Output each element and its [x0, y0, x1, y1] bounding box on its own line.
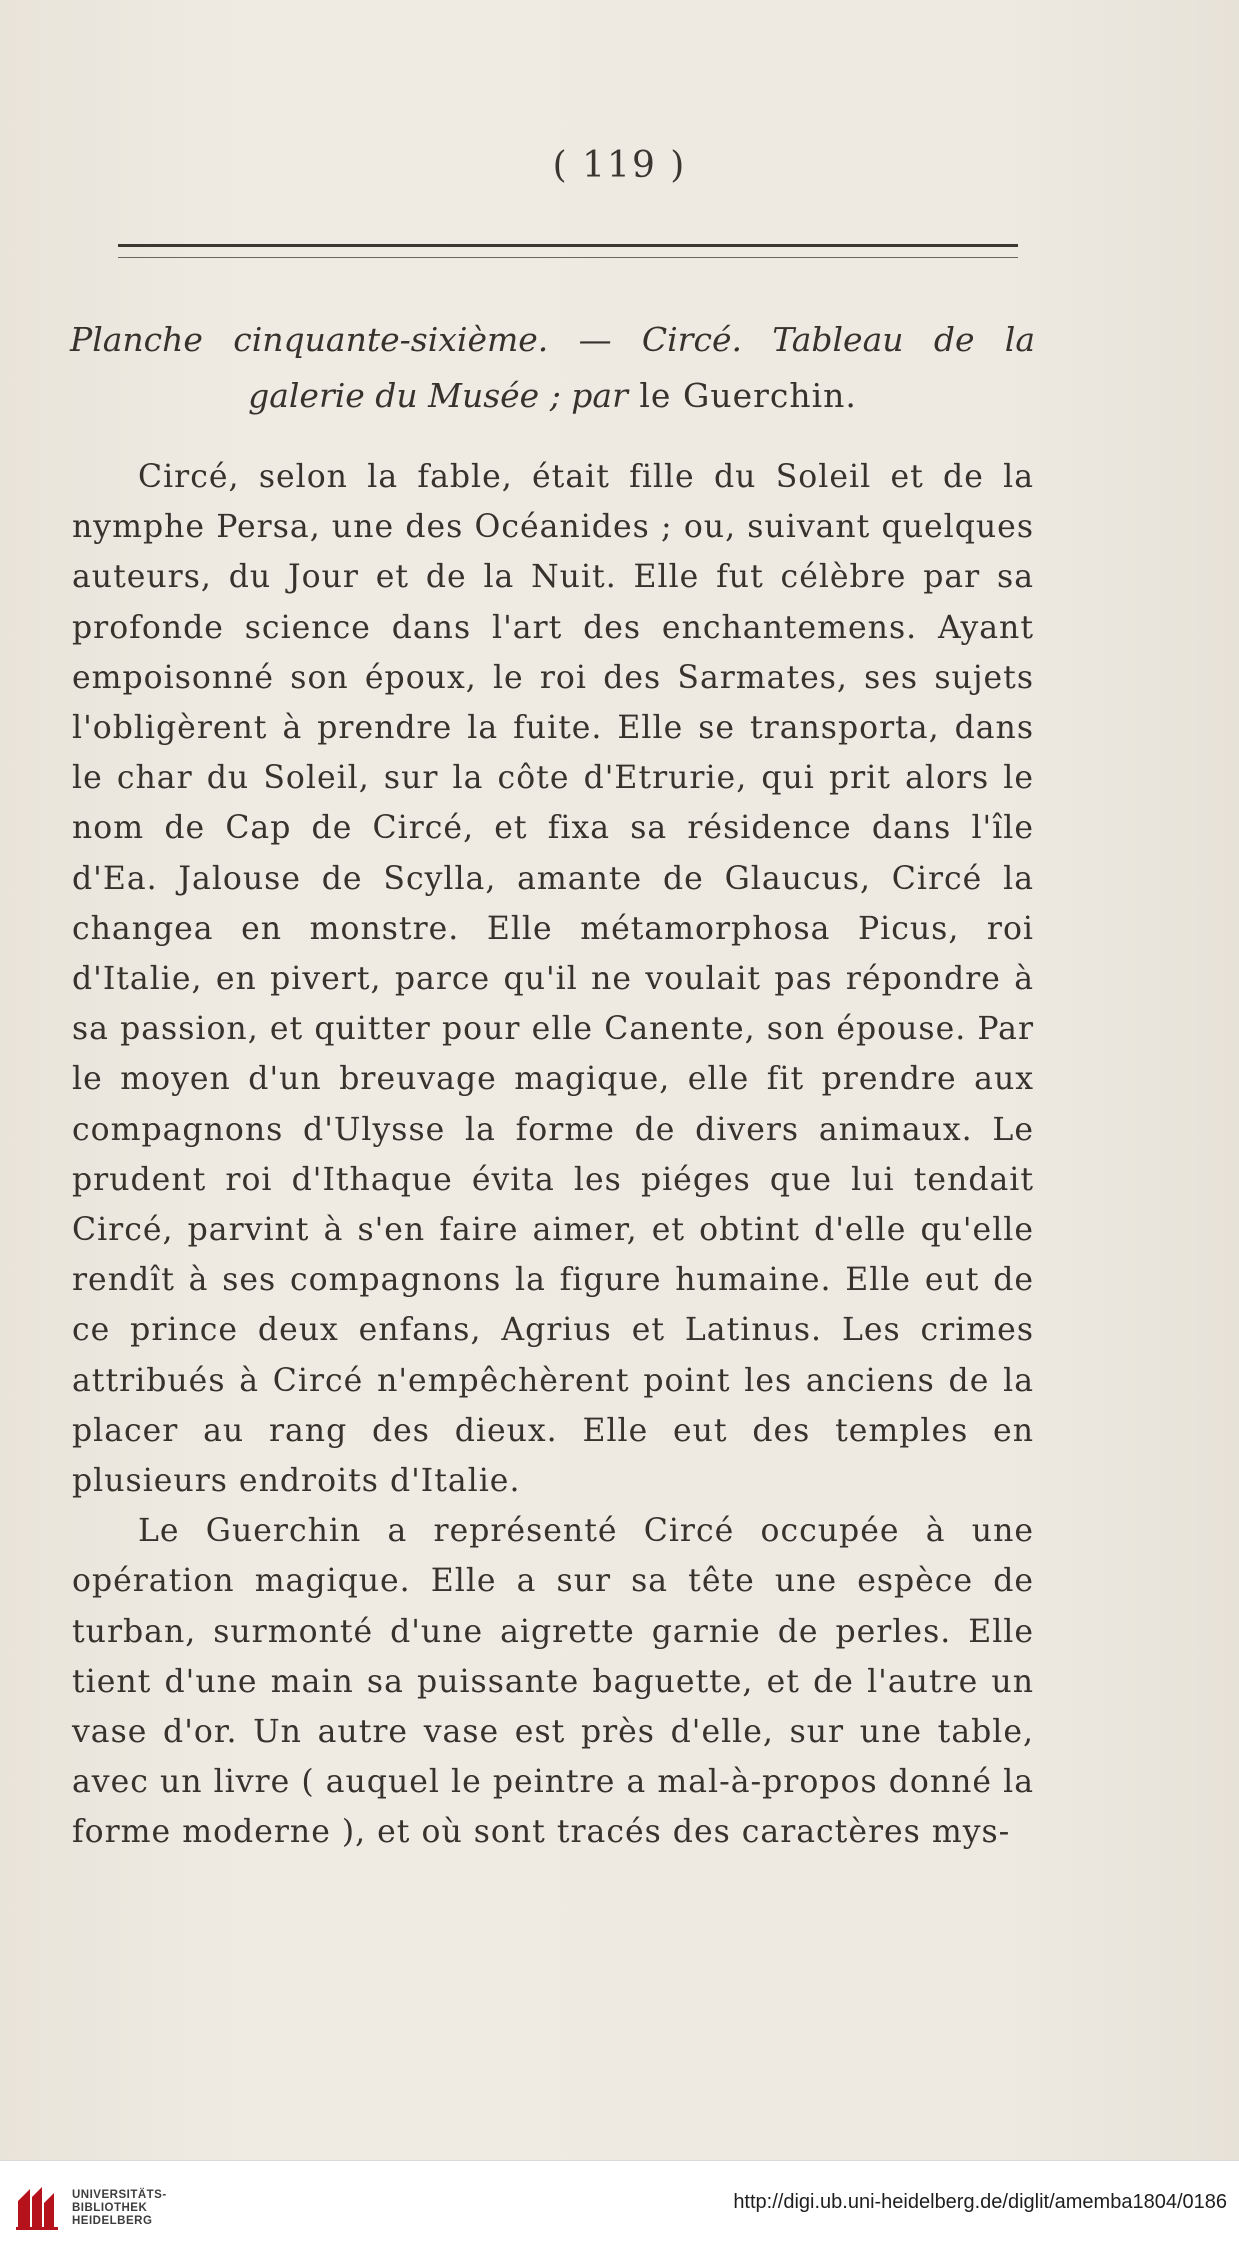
plate-heading	[70, 312, 1035, 424]
university-library-logo-icon	[14, 2183, 62, 2231]
logo-text	[72, 2189, 167, 2228]
footer-bar	[0, 2160, 1239, 2253]
heading-line-2	[70, 368, 1035, 424]
header-rule-thin	[118, 257, 1018, 258]
page-number: ( 119 )	[552, 145, 687, 186]
logo-text-line-3: HEIDELBERG	[72, 2215, 153, 2227]
body-text	[72, 452, 1034, 1858]
paragraph-2: Le Guerchin a représenté Circé occupée à une opération magique. Elle a sur sa tête une espèce de turban, surmonté d'une aigrette garnie de perles. Elle tient d'une main sa puissante baguette, et de l'autre un vase d'or. Un autre vase est près d'elle, sur une table, avec un livre ( auquel le peintre a mal-à-propos donné la forme moderne ), et où sont tracés des caractères mys-	[72, 1513, 1034, 1851]
header-rule-thick	[118, 244, 1018, 247]
heading-line-1: Planche cinquante-sixième. — Circé. Tableau de la	[70, 320, 1035, 359]
logo-text-line-1: UNIVERSITÄTS-	[72, 2189, 167, 2201]
heading-line-2-roman: le Guerchin.	[627, 376, 857, 415]
source-url[interactable]: http://digi.ub.uni-heidelberg.de/diglit/amemba1804/0186	[733, 2191, 1227, 2213]
logo-text-line-2: BIBLIOTHEK	[72, 2202, 148, 2214]
heading-line-2-italic: galerie du Musée ; par	[248, 376, 628, 415]
paragraph-1: Circé, selon la fable, était fille du Soleil et de la nymphe Persa, une des Océanides ; ou, suivant quelques auteurs, du Jour et de la Nuit. Elle fut célèbre par sa profonde science dans l'art des enchantemens. Ayant empoisonné son époux, le roi des Sarmates, ses sujets l'obligèrent à prendre la fuite. Elle se transporta, dans le char du Soleil, sur la côte d'Etrurie, qui prit alors le nom de Cap de Circé, et fixa sa résidence dans l'île d'Ea. Jalouse de Scylla, amante de Glaucus, Circé la changea en monstre. Elle métamorphosa Picus, roi d'Italie, en pivert, parce qu'il ne voulait pas répondre à sa passion, et quitter pour elle Canente, son épouse. Par le moyen d'un breuvage magique, elle fit prendre aux compagnons d'Ulysse la forme de divers animaux. Le prudent roi d'Ithaque évita les piéges que lui tendait Circé, parvint à s'en faire aimer, et obtint d'elle qu'elle rendît à ses compagnons la figure humaine. Elle eut de ce prince deux enfans, Agrius et Latinus. Les crimes attribués à Circé n'empêchèrent point les anciens de la placer au rang des dieux. Elle eut des temples en plusieurs endroits d'Italie.	[72, 459, 1034, 1500]
